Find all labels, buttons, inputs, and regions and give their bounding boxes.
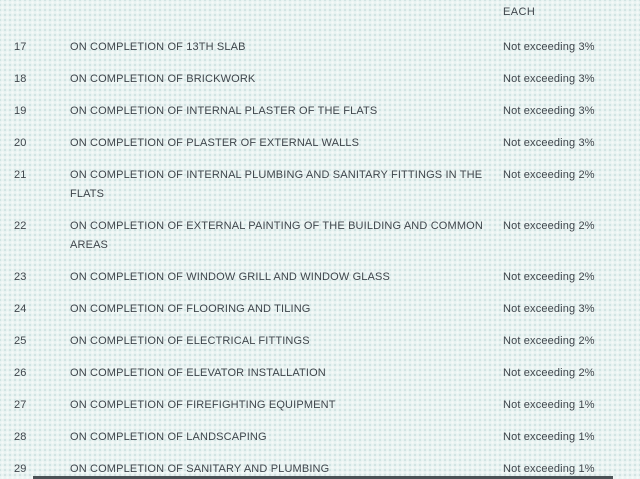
row-number: 26 (14, 367, 27, 379)
row-number: 28 (14, 431, 27, 443)
payment-percentage: Not exceeding 1% (503, 463, 595, 475)
payment-percentage: Not exceeding 2% (503, 367, 595, 379)
milestone-description: ON COMPLETION OF WINDOW GRILL AND WINDOW GLASS (70, 271, 391, 283)
milestone-description: ON COMPLETION OF LANDSCAPING (70, 431, 267, 443)
payment-percentage: Not exceeding 2% (503, 271, 595, 283)
payment-percentage: Not exceeding 2% (503, 335, 595, 347)
milestone-description: ON COMPLETION OF ELECTRICAL FITTINGS (70, 335, 310, 347)
milestone-description: ON COMPLETION OF 13TH SLAB (70, 41, 246, 53)
row-number: 27 (14, 399, 27, 411)
payment-percentage: Not exceeding 3% (503, 303, 595, 315)
milestone-description: ON COMPLETION OF INTERNAL PLUMBING AND SANITARY FITTINGS IN THE FLATS (70, 169, 483, 200)
table-row (0, 332, 640, 351)
milestone-description: ON COMPLETION OF PLASTER OF EXTERNAL WALLS (70, 137, 360, 149)
table-row (0, 166, 640, 204)
payment-percentage: Not exceeding 1% (503, 399, 595, 411)
row-number: 21 (14, 169, 27, 181)
table-body (0, 38, 640, 479)
table-row (0, 102, 640, 121)
payment-percentage: Not exceeding 3% (503, 73, 595, 85)
payment-percentage: Not exceeding 3% (503, 41, 595, 53)
table-row (0, 38, 640, 57)
table-row (0, 300, 640, 319)
column-header-each: EACH (503, 6, 536, 18)
table-row (0, 428, 640, 447)
payment-percentage: Not exceeding 2% (503, 169, 595, 181)
row-number: 17 (14, 41, 27, 53)
table-row (0, 70, 640, 89)
row-number: 19 (14, 105, 27, 117)
row-number: 23 (14, 271, 27, 283)
milestone-description: ON COMPLETION OF ELEVATOR INSTALLATION (70, 367, 326, 379)
row-number: 22 (14, 220, 27, 232)
table-row (0, 134, 640, 153)
row-number: 20 (14, 137, 27, 149)
table-row (0, 268, 640, 287)
milestone-description: ON COMPLETION OF FIREFIGHTING EQUIPMENT (70, 399, 336, 411)
payment-percentage: Not exceeding 2% (503, 220, 595, 232)
table-row (0, 396, 640, 415)
row-number: 18 (14, 73, 27, 85)
row-number: 29 (14, 463, 27, 475)
milestone-description: ON COMPLETION OF FLOORING AND TILING (70, 303, 311, 315)
table-row (0, 364, 640, 383)
milestone-description: ON COMPLETION OF INTERNAL PLASTER OF THE FLATS (70, 105, 378, 117)
row-number: 24 (14, 303, 27, 315)
milestone-description: ON COMPLETION OF SANITARY AND PLUMBING (70, 463, 330, 475)
row-number: 25 (14, 335, 27, 347)
milestone-description: ON COMPLETION OF BRICKWORK (70, 73, 256, 85)
payment-percentage: Not exceeding 3% (503, 137, 595, 149)
payment-percentage: Not exceeding 1% (503, 431, 595, 443)
payment-percentage: Not exceeding 3% (503, 105, 595, 117)
milestone-description: ON COMPLETION OF EXTERNAL PAINTING OF THE BUILDING AND COMMON AREAS (70, 220, 483, 251)
table-row (0, 217, 640, 255)
table-header-row (0, 3, 640, 22)
